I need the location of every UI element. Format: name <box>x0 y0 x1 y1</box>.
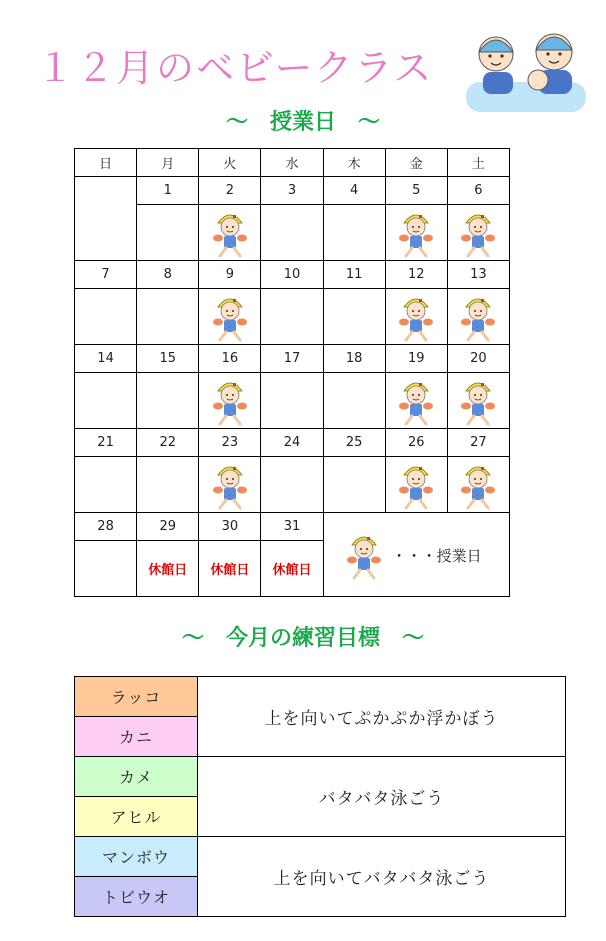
date-cell: 31 <box>261 513 323 541</box>
mark-cell <box>385 457 447 513</box>
swimmer-kid-icon <box>458 291 498 343</box>
date-cell: 18 <box>323 345 385 373</box>
class-name-cell: カメ <box>75 757 198 797</box>
mark-cell <box>137 373 199 429</box>
date-cell: 25 <box>323 429 385 457</box>
closed-day-note: 休館日 <box>261 541 323 597</box>
mark-cell <box>323 457 385 513</box>
closed-day-note: 休館日 <box>199 541 261 597</box>
swimmer-kid-icon <box>210 207 250 259</box>
date-cell: 8 <box>137 261 199 289</box>
date-cell: 19 <box>385 345 447 373</box>
mark-cell <box>75 289 137 345</box>
weekday-header: 火 <box>199 149 261 177</box>
mark-cell <box>261 373 323 429</box>
mark-cell <box>137 205 199 261</box>
week-5-dates <box>75 513 510 541</box>
weekday-header: 金 <box>385 149 447 177</box>
mark-cell <box>75 457 137 513</box>
week-1-lessons <box>75 205 510 261</box>
mark-cell <box>447 289 509 345</box>
swimmer-kid-icon <box>458 375 498 427</box>
date-cell: 27 <box>447 429 509 457</box>
date-cell: 6 <box>447 177 509 205</box>
date-cell: 10 <box>261 261 323 289</box>
mark-cell <box>199 205 261 261</box>
page-title: １２月のベビークラス <box>36 46 434 90</box>
practice-goals-heading: ～ 今月の練習目標 ～ <box>181 626 424 651</box>
class-name-cell: マンボウ <box>75 837 198 877</box>
date-cell: 22 <box>137 429 199 457</box>
mark-cell <box>261 457 323 513</box>
date-cell: 9 <box>199 261 261 289</box>
swimmer-kid-icon <box>458 207 498 259</box>
weekday-header: 水 <box>261 149 323 177</box>
date-cell: 26 <box>385 429 447 457</box>
date-cell: 17 <box>261 345 323 373</box>
mark-cell <box>385 373 447 429</box>
goal-text: 上を向いてぷかぷか浮かぼう <box>198 677 566 757</box>
swimmer-kid-icon <box>396 459 436 511</box>
goal-row <box>75 837 566 877</box>
goal-text: 上を向いてバタバタ泳ごう <box>198 837 566 917</box>
swimmer-kid-icon <box>396 375 436 427</box>
practice-goals-table <box>74 676 566 917</box>
mark-cell <box>447 457 509 513</box>
note-cell <box>75 541 137 597</box>
mark-cell <box>199 373 261 429</box>
swimmer-kid-icon <box>344 529 384 581</box>
weekday-header: 月 <box>137 149 199 177</box>
swimmer-kid-icon <box>210 459 250 511</box>
swimmer-kid-icon <box>210 291 250 343</box>
closed-day-note: 休館日 <box>137 541 199 597</box>
week-1-dates <box>75 177 510 205</box>
week-3-lessons <box>75 373 510 429</box>
mark-cell <box>447 373 509 429</box>
class-name-cell: アヒル <box>75 797 198 837</box>
date-cell: 20 <box>447 345 509 373</box>
date-cell: 11 <box>323 261 385 289</box>
swimmer-kid-icon <box>458 459 498 511</box>
date-cell: 5 <box>385 177 447 205</box>
date-cell: 30 <box>199 513 261 541</box>
date-cell: 14 <box>75 345 137 373</box>
mark-cell <box>75 373 137 429</box>
swimmer-kid-icon <box>396 207 436 259</box>
week-2-lessons <box>75 289 510 345</box>
mark-cell <box>137 457 199 513</box>
weekday-header: 木 <box>323 149 385 177</box>
week-4-dates <box>75 429 510 457</box>
date-cell: 16 <box>199 345 261 373</box>
date-cell: 13 <box>447 261 509 289</box>
date-cell: 2 <box>199 177 261 205</box>
class-name-cell: カニ <box>75 717 198 757</box>
date-cell: 7 <box>75 261 137 289</box>
mark-cell <box>323 289 385 345</box>
legend-text: ・・・授業日 <box>391 547 482 565</box>
date-cell: 3 <box>261 177 323 205</box>
mark-cell <box>447 205 509 261</box>
legend-cell <box>323 513 509 597</box>
class-name-cell: トビウオ <box>75 877 198 917</box>
date-cell: 24 <box>261 429 323 457</box>
swimmer-kid-icon <box>210 375 250 427</box>
goal-text: バタバタ泳ごう <box>198 757 566 837</box>
blank-cell <box>75 177 137 261</box>
date-cell: 23 <box>199 429 261 457</box>
date-cell: 28 <box>75 513 137 541</box>
date-cell: 4 <box>323 177 385 205</box>
weekday-header: 日 <box>75 149 137 177</box>
weekday-header-row <box>75 149 510 177</box>
mark-cell <box>323 373 385 429</box>
class-name-cell: ラッコ <box>75 677 198 717</box>
parent-and-baby-swimming-illustration <box>466 20 586 116</box>
goal-row <box>75 677 566 717</box>
week-4-lessons <box>75 457 510 513</box>
date-cell: 29 <box>137 513 199 541</box>
mark-cell <box>323 205 385 261</box>
mark-cell <box>261 205 323 261</box>
mark-cell <box>385 289 447 345</box>
date-cell: 12 <box>385 261 447 289</box>
goal-row <box>75 757 566 797</box>
mark-cell <box>137 289 199 345</box>
date-cell: 1 <box>137 177 199 205</box>
week-2-dates <box>75 261 510 289</box>
mark-cell <box>261 289 323 345</box>
date-cell: 21 <box>75 429 137 457</box>
weekday-header: 土 <box>447 149 509 177</box>
lesson-days-heading: ～ 授業日 ～ <box>225 110 380 135</box>
mark-cell <box>385 205 447 261</box>
lesson-calendar <box>74 148 510 597</box>
date-cell: 15 <box>137 345 199 373</box>
week-3-dates <box>75 345 510 373</box>
swimmer-kid-icon <box>396 291 436 343</box>
mark-cell <box>199 289 261 345</box>
mark-cell <box>199 457 261 513</box>
